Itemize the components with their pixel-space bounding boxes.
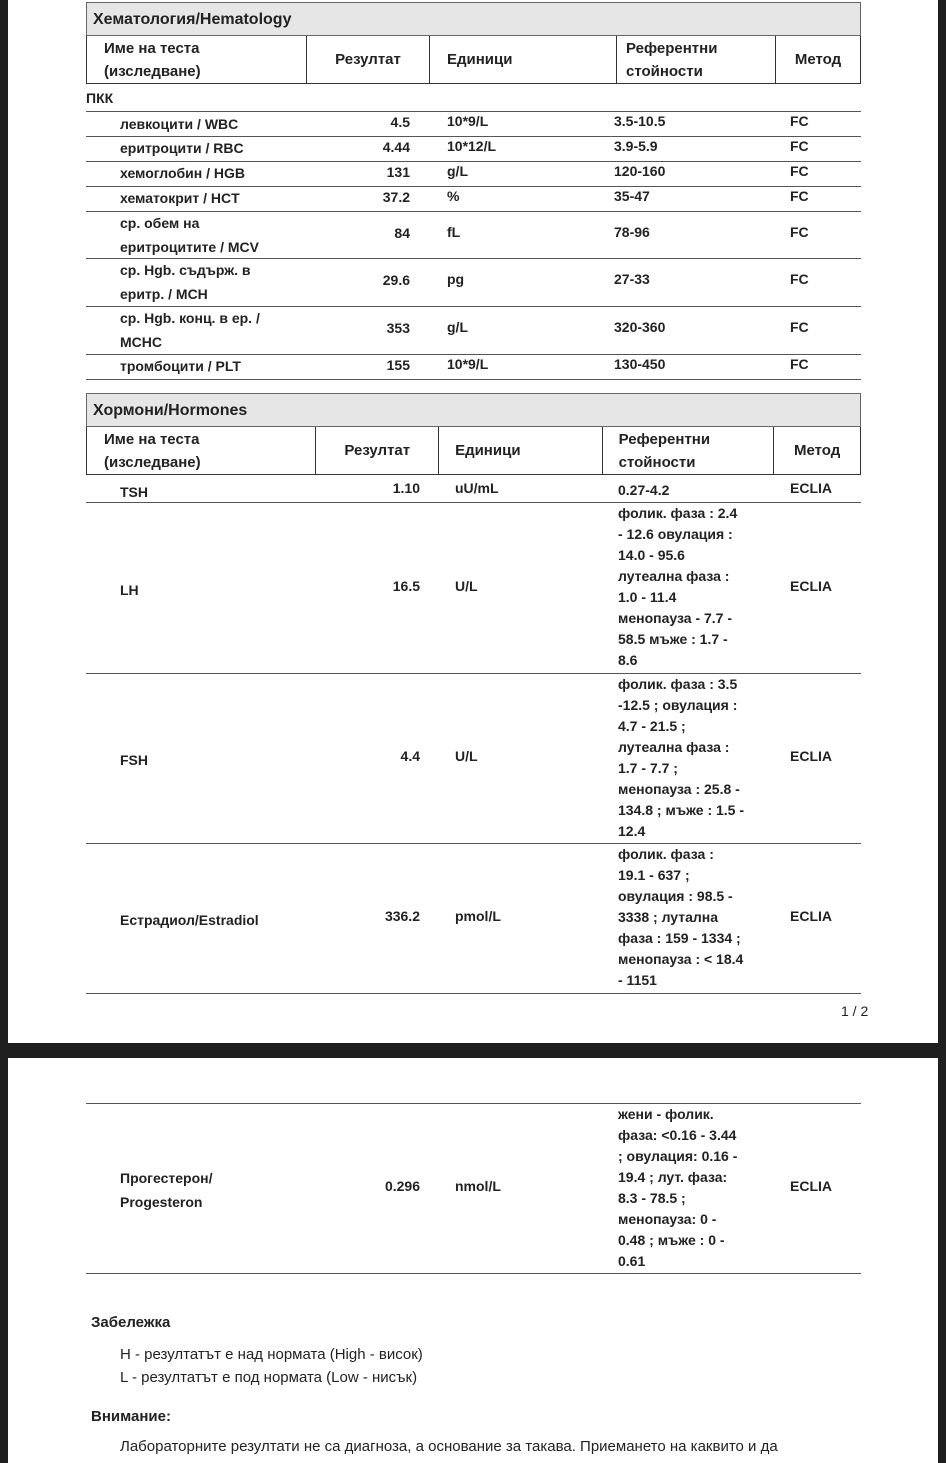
method: ECLIA — [790, 908, 832, 924]
method: ECLIA — [790, 480, 832, 496]
reference-line: -12.5 ; овулация : — [618, 697, 738, 713]
reference-range — [618, 503, 737, 671]
reference-line: 0.27-4.2 — [618, 482, 670, 498]
units: U/L — [455, 748, 478, 764]
reference-line: - 1151 — [618, 972, 657, 988]
test-name-line: Progesteron — [120, 1194, 203, 1210]
test-name — [120, 186, 240, 210]
method: ECLIA — [790, 578, 832, 594]
reference-line: 1.0 - 11.4 — [618, 589, 677, 605]
result-value: 29.6 — [382, 272, 410, 288]
test-name — [120, 161, 245, 185]
result-value: 353 — [386, 320, 410, 336]
reference-range — [618, 674, 744, 842]
reference-line: овулация : 98.5 - — [618, 888, 733, 904]
reference-line: 19.1 - 637 ; — [618, 867, 690, 883]
header-result: Резултат — [307, 36, 430, 83]
divider — [86, 1273, 861, 1274]
header-reference: Референтни стойности — [603, 427, 775, 474]
reference-line: 58.5 мъже : 1.7 - — [618, 631, 728, 647]
result-value: 0.296 — [384, 1178, 420, 1194]
hormones-table-header — [86, 427, 861, 475]
result-value: 4.44 — [382, 139, 410, 155]
units: g/L — [447, 163, 468, 179]
test-name-line: левкоцити / WBC — [120, 116, 239, 132]
reference-line: лутеална фаза : — [618, 739, 730, 755]
reference-line: менопауза : 25.8 - — [618, 781, 740, 797]
units: fL — [447, 224, 461, 240]
header-test-name: Име на теста (изследване) — [87, 427, 316, 474]
test-name — [120, 1166, 212, 1214]
method: FC — [790, 224, 809, 240]
header-units: Единици — [430, 36, 617, 83]
reference-line: 3338 ; лутална — [618, 909, 719, 925]
header-reference: Референтни стойности — [617, 36, 776, 83]
reference-line: лутеална фаза : — [618, 568, 730, 584]
header-test-name: Име на теста (изследване) — [87, 36, 307, 83]
test-name-line: хематокрит / HCT — [120, 190, 240, 206]
units: pg — [447, 271, 465, 287]
test-name-line: TSH — [120, 484, 148, 500]
table-row — [86, 1103, 861, 1273]
test-name — [120, 112, 238, 136]
reference-line: 19.4 ; лут. фаза: — [618, 1169, 728, 1185]
test-name — [120, 578, 139, 602]
header-units: Единици — [439, 427, 603, 474]
reference-line: 0.61 — [618, 1253, 646, 1269]
divider — [86, 993, 861, 994]
reference-line: 4.7 - 21.5 ; — [618, 718, 686, 734]
method: FC — [790, 271, 809, 287]
note-title: Забележка — [91, 1314, 171, 1331]
result-value: 84 — [394, 225, 410, 241]
table-row — [86, 112, 861, 136]
test-name-line: еритроцитите / MCV — [120, 239, 260, 255]
warning-text: Лабораторните резултати не са диагноза, а основание за такава. Приемането на каквито и да — [120, 1438, 778, 1455]
units: 10*9/L — [447, 113, 489, 129]
reference-line: 14.0 - 95.6 — [618, 547, 685, 563]
test-name — [120, 306, 260, 354]
table-row — [86, 673, 861, 843]
note-lines — [120, 1343, 423, 1389]
note-line: H - резултатът е над нормата (High - висок) — [120, 1346, 423, 1363]
hematology-section-title: Хематология/Hematology — [86, 2, 861, 36]
reference-range: 3.9-5.9 — [614, 138, 658, 154]
result-value: 1.10 — [392, 480, 420, 496]
test-name-line: еритр. / MCH — [120, 286, 208, 302]
result-value: 4.5 — [390, 114, 410, 130]
reference-range — [618, 844, 743, 991]
reference-line: 1.7 - 7.7 ; — [618, 760, 678, 776]
reference-line: 8.6 — [618, 652, 638, 668]
table-row — [86, 306, 861, 354]
method: FC — [790, 319, 809, 335]
header-method: Метод — [794, 51, 842, 68]
table-row — [86, 843, 861, 993]
note-line: L - резултатът е под нормата (Low - нисък) — [120, 1369, 418, 1386]
result-value: 336.2 — [384, 908, 420, 924]
test-name — [120, 480, 148, 504]
method: FC — [790, 356, 809, 372]
reference-line: 0.48 ; мъже : 0 - — [618, 1232, 725, 1248]
page-2 — [8, 1058, 938, 1463]
test-name — [120, 211, 259, 259]
reference-line: фаза : 159 - 1334 ; — [618, 930, 741, 946]
table-row — [86, 258, 861, 306]
page-number: 1 / 2 — [841, 1003, 869, 1019]
reference-range: 120-160 — [614, 163, 666, 179]
test-name-line: ср. обем на — [120, 215, 200, 231]
reference-line: 12.4 — [618, 823, 646, 839]
table-row — [86, 354, 861, 379]
units: uU/mL — [455, 480, 499, 496]
reference-line: жени - фолик. — [618, 1106, 714, 1122]
test-name — [120, 354, 241, 378]
table-row — [86, 211, 861, 258]
page-1 — [8, 0, 938, 1043]
method: ECLIA — [790, 748, 832, 764]
test-name-line: еритроцити / RBC — [120, 140, 244, 156]
method: ECLIA — [790, 1178, 832, 1194]
warning-title: Внимание: — [91, 1408, 171, 1425]
reference-line: 8.3 - 78.5 ; — [618, 1190, 686, 1206]
table-row — [86, 186, 861, 211]
units: 10*9/L — [447, 356, 489, 372]
reference-line: менопауза: 0 - — [618, 1211, 717, 1227]
hormones-section-title: Хормони/Hormones — [86, 393, 861, 427]
test-name-line: FSH — [120, 752, 148, 768]
reference-range: 320-360 — [614, 319, 666, 335]
method: FC — [790, 138, 809, 154]
table-row — [86, 502, 861, 673]
reference-line: - 12.6 овулация : — [618, 526, 733, 542]
test-name-line: хемоглобин / HGB — [120, 165, 245, 181]
units: nmol/L — [455, 1178, 501, 1194]
result-value: 131 — [386, 164, 410, 180]
reference-range: 78-96 — [614, 224, 650, 240]
result-value: 4.4 — [400, 748, 420, 764]
test-name-line: Естрадиол/Estradiol — [120, 912, 259, 928]
header-result: Резултат — [316, 427, 439, 474]
test-name-line: ср. Hgb. конц. в ер. / — [120, 310, 260, 326]
test-name — [120, 748, 148, 772]
method: FC — [790, 163, 809, 179]
reference-range: 130-450 — [614, 356, 666, 372]
header-method: Метод — [793, 442, 841, 459]
reference-range: 3.5-10.5 — [614, 113, 666, 129]
reference-line: ; овулация: 0.16 - — [618, 1148, 738, 1164]
reference-line: фаза: <0.16 - 3.44 — [618, 1127, 737, 1143]
divider — [86, 379, 861, 380]
reference-range: 27-33 — [614, 271, 650, 287]
result-value: 155 — [386, 357, 410, 373]
reference-range — [618, 480, 669, 501]
test-name-line: Прогестерон/ — [120, 1170, 213, 1186]
reference-line: фолик. фаза : 2.4 — [618, 505, 738, 521]
test-name-line: ср. Hgb. съдърж. в — [120, 262, 251, 278]
test-name — [120, 908, 259, 932]
reference-range — [618, 1104, 737, 1272]
group-label: ПКК — [86, 90, 114, 106]
units: U/L — [455, 578, 478, 594]
reference-line: менопауза : < 18.4 — [618, 951, 744, 967]
reference-line: фолик. фаза : 3.5 — [618, 676, 738, 692]
test-name-line: LH — [120, 582, 139, 598]
units: pmol/L — [455, 908, 501, 924]
reference-range: 35-47 — [614, 188, 650, 204]
table-row — [86, 477, 861, 502]
test-name — [120, 136, 244, 160]
method: FC — [790, 188, 809, 204]
reference-line: 134.8 ; мъже : 1.5 - — [618, 802, 745, 818]
hematology-table-header — [86, 36, 861, 84]
reference-line: менопауза - 7.7 - — [618, 610, 733, 626]
test-name — [120, 258, 251, 306]
table-row — [86, 136, 861, 161]
test-name-line: тромбоцити / PLT — [120, 358, 241, 374]
result-value: 37.2 — [382, 189, 410, 205]
units: % — [447, 188, 460, 204]
units: g/L — [447, 319, 468, 335]
method: FC — [790, 113, 809, 129]
table-row — [86, 161, 861, 186]
result-value: 16.5 — [392, 578, 420, 594]
test-name-line: MCHC — [120, 334, 162, 350]
reference-line: фолик. фаза : — [618, 846, 714, 862]
units: 10*12/L — [447, 138, 497, 154]
